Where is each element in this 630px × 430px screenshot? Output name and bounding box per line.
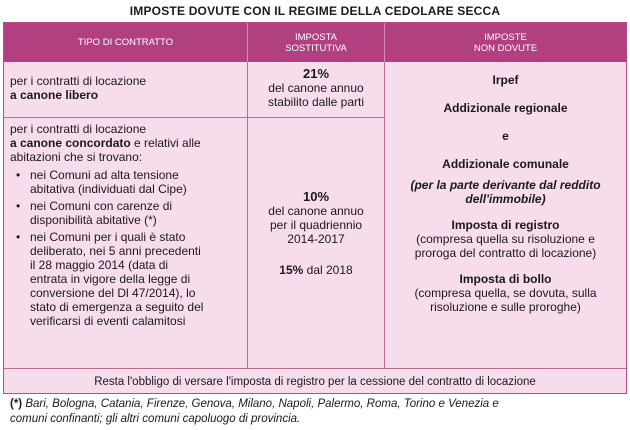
row2-municipality-list <box>10 168 246 328</box>
divider <box>4 117 385 118</box>
footnote: (*) Bari, Bologna, Catania, Firenze, Genova, Milano, Napoli, Palermo, Roma, Torino e Venezia e comuni confinanti; gli altri comuni capoluogo di provincia. <box>10 398 499 425</box>
row1-rate: 21% del canone annuo stabilito dalle parti <box>267 66 365 109</box>
header-contract-type: TIPO DI CONTRATTO <box>77 37 174 48</box>
row2-contract: per i contratti di locazione a canone concordato e relativi alle abitazioni che si trovano: • nei Comuni ad alta tensione abitativa (individuati dal Cipe) • nei Comuni con carenze di disponibilità abitative (*) • nei Comuni per i quali è stato deliberato, nei 5 anni precedenti il 28 maggio 2014 (data di entrata in vigore della legge di conversione del Dl 47/2014), lo stato di emergenza a seguito del verificarsi di eventi calamitosi <box>10 122 246 328</box>
tax-table <box>3 22 627 394</box>
taxes-not-due-list: Irpef Addizionale regionale e Addizionale comunale (per la parte derivante dal reddito dell'immobile) Imposta di registro (compresa quella su risoluzione e proroga del contratto di locazione) Imposta di bollo (compresa quella, se dovuta, sulla risoluzione e sulle proroghe) <box>410 73 601 314</box>
registration-tax-note: Resta l'obbligo di versare l'imposta di registro per la cessione del contratto di locazione <box>94 376 536 388</box>
header-substitute-tax: IMPOSTA SOSTITUTIVA <box>285 31 347 54</box>
divider <box>4 368 626 369</box>
page-title: IMPOSTE DOVUTE CON IL REGIME DELLA CEDOLARE SECCA <box>129 4 501 18</box>
header-taxes-not-due: IMPOSTE NON DOVUTE <box>473 31 538 54</box>
list-item: • nei Comuni ad alta tensione abitativa (individuati dal Cipe) <box>10 168 246 196</box>
list-item: • nei Comuni per i quali è stato deliberato, nei 5 anni precedenti il 28 maggio 2014 (data di entrata in vigore della legge di conversione del Dl 47/2014), lo stato di emergenza a seguito del verificarsi di eventi calamitosi <box>10 230 246 328</box>
row2-rate: 10% del canone annuo per il quadriennio 2014-2017 15% dal 2018 <box>268 189 364 277</box>
row1-contract: per i contratti di locazione a canone libero <box>10 74 147 102</box>
list-item: • nei Comuni con carenze di disponibilità abitative (*) <box>10 199 246 227</box>
